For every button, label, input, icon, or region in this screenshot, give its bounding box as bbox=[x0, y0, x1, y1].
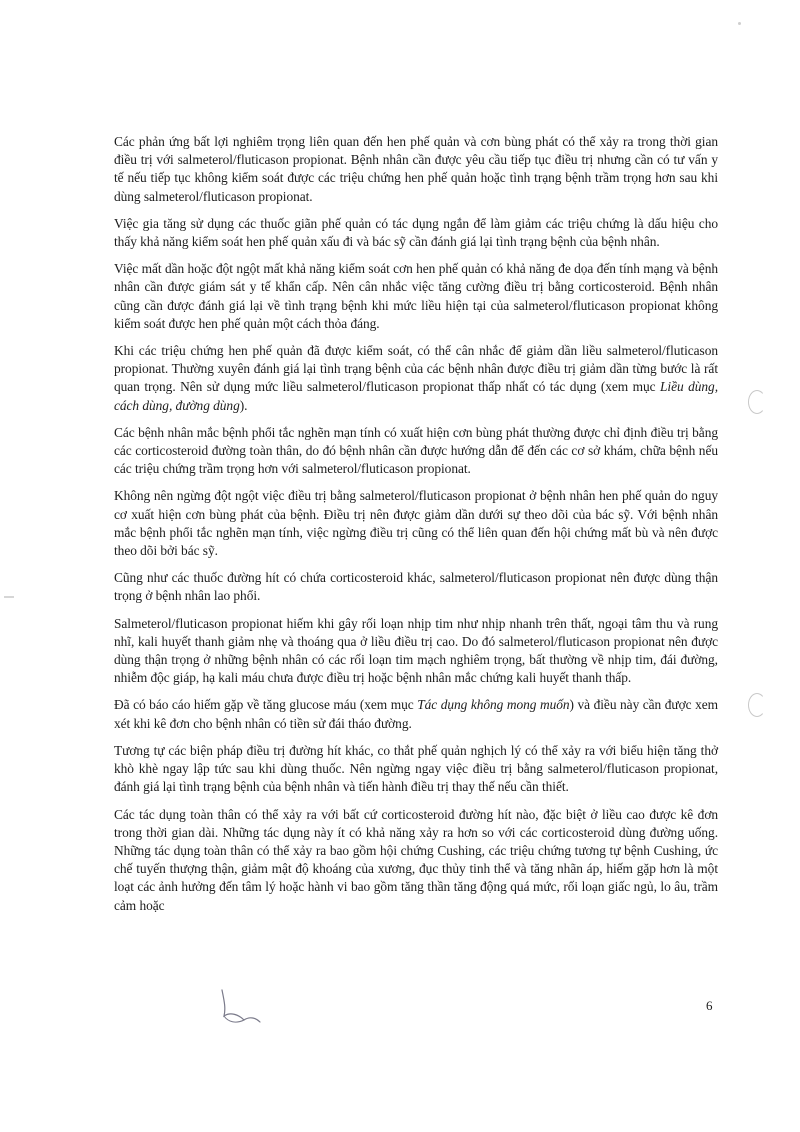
paragraph-9-text: Đã có báo cáo hiếm gặp về tăng glucose máu (xem mục bbox=[114, 697, 418, 713]
punch-hole-mark bbox=[748, 693, 766, 717]
document-body bbox=[114, 133, 718, 924]
signature-mark bbox=[214, 986, 264, 1026]
punch-hole-mark bbox=[748, 390, 766, 414]
scan-speck bbox=[738, 22, 741, 25]
paragraph-11: Các tác dụng toàn thân có thể xảy ra với bất cứ corticosteroid đường hít nào, đặc biệt ở liều cao được kê đơn trong thời gian dài. Những tác dụng này ít có khả năng xảy ra hơn so với các corticosteroid dùng đường uống. Những tác dụng toàn thân có thể xảy ra bao gồm hội chứng Cushing, các triệu chứng tương tự bệnh Cushing, ức chế tuyến thượng thận, giảm mật độ khoáng của xương, đục thủy tinh thể và tăng nhãn áp, hiếm gặp hơn là một loạt các ảnh hưởng đến tâm lý hoặc hành vi bao gồm tăng thần tăng động quá mức, rối loạn giấc ngủ, lo âu, trầm cảm hoặc bbox=[114, 806, 718, 913]
paragraph-4-tail: ). bbox=[239, 397, 248, 413]
paragraph-10: Tương tự các biện pháp điều trị đường hít khác, co thắt phế quản nghịch lý có thể xảy ra với biểu hiện tăng thở khò khè ngay lập tức sau khi dùng thuốc. Nên ngừng ngay việc điều trị bằng salmeterol/fluticason propionat, đánh giá lại tình trạng bệnh của bệnh nhân và tiến hành điều trị thay thế nếu cần thiết. bbox=[114, 742, 718, 795]
paragraph-2: Việc gia tăng sử dụng các thuốc giãn phế quản có tác dụng ngắn để làm giảm các triệu chứng là dấu hiệu cho thấy khả năng kiểm soát hen phế quản xấu đi và bác sỹ cần đánh giá lại tình trạng bệnh của bệnh nhân. bbox=[114, 215, 718, 250]
paragraph-5: Các bệnh nhân mắc bệnh phổi tắc nghẽn mạn tính có xuất hiện cơn bùng phát thường được chỉ định điều trị bằng các corticosteroid đường toàn thân, do đó bệnh nhân cần được hướng dẫn để đến các cơ sở khám, chữa bệnh nếu các triệu chứng trầm trọng hơn với salmeterol/fluticason propionat. bbox=[114, 424, 718, 477]
scan-edge-mark bbox=[4, 596, 14, 598]
section-reference-adverse-effects: Tác dụng không mong muốn bbox=[417, 697, 570, 713]
paragraph-7: Cũng như các thuốc đường hít có chứa corticosteroid khác, salmeterol/fluticason propionat nên được dùng thận trọng ở bệnh nhân lao phổi. bbox=[114, 570, 718, 604]
paragraph-1: Các phản ứng bất lợi nghiêm trọng liên quan đến hen phế quản và cơn bùng phát có thể xảy ra trong thời gian điều trị với salmeterol/fluticason propionat. Bệnh nhân cần được yêu cầu tiếp tục điều trị nhưng cần có tư vấn y tế nếu tiếp tục không kiểm soát được các triệu chứng hen phế quản hoặc tình trạng bệnh trầm trọng hơn sau khi dùng salmeterol/fluticason propionat. bbox=[114, 134, 718, 204]
paragraph-3: Việc mất dần hoặc đột ngột mất khả năng kiểm soát cơn hen phế quản có khả năng đe dọa đến tính mạng và bệnh nhân cần được giám sát y tế khẩn cấp. Nên cân nhắc việc tăng cường điều trị bằng corticosteroid. Bệnh nhân cũng cần được đánh giá lại về tình trạng bệnh khi mức liều hiện tại của salmeterol/fluticason propionat không kiểm soát được hen phế quản một cách thỏa đáng. bbox=[114, 261, 718, 331]
paragraph-8: Salmeterol/fluticason propionat hiếm khi gây rối loạn nhịp tim như nhịp nhanh trên thất, ngoại tâm thu và rung nhĩ, kali huyết thanh giảm nhẹ và thoáng qua ở liều điều trị cao. Do đó salmeterol/fluticason propionat nên được dùng thận trọng ở những bệnh nhân có các rối loạn tim mạch nghiêm trọng, bất thường về nhịp tim, đái đường, nhiễm độc giáp, hạ kali máu chưa được điều trị hoặc bệnh nhân mắc chứng kali huyết thanh thấp. bbox=[114, 615, 718, 686]
page-number: 6 bbox=[706, 998, 713, 1013]
paragraph-9 bbox=[114, 696, 718, 732]
paragraph-4-text: Khi các triệu chứng hen phế quản đã được kiểm soát, có thể cân nhắc để giảm dần liều salmeterol/fluticason propionat. Thường xuyên đánh giá lại tình trạng bệnh của các bệnh nhân được điều trị giảm dần từng bước là rất quan trọng. Nên sử dụng mức liều salmeterol/fluticason propionat thấp nhất có tác dụng (xem mục bbox=[114, 343, 718, 395]
paragraph-4 bbox=[114, 342, 718, 415]
paragraph-6: Không nên ngừng đột ngột việc điều trị bằng salmeterol/fluticason propionat ở bệnh nhân hen phế quản do nguy cơ xuất hiện cơn bùng phát của bệnh. Điều trị nên được giảm dần dưới sự theo dõi của bác sỹ. Với bệnh nhân mắc bệnh phổi tắc nghẽn mạn tính, việc ngừng điều trị cũng có thể liên quan đến hội chứng mất bù và nên được theo dõi bởi bác sỹ. bbox=[114, 488, 718, 559]
section-reference-dosage: Liều dùng, cách dùng, đường dùng bbox=[114, 379, 718, 413]
paragraph-9-tail: ) và điều này cần được xem xét khi kê đơn cho bệnh nhân có tiền sử đái tháo đường. bbox=[114, 697, 718, 731]
